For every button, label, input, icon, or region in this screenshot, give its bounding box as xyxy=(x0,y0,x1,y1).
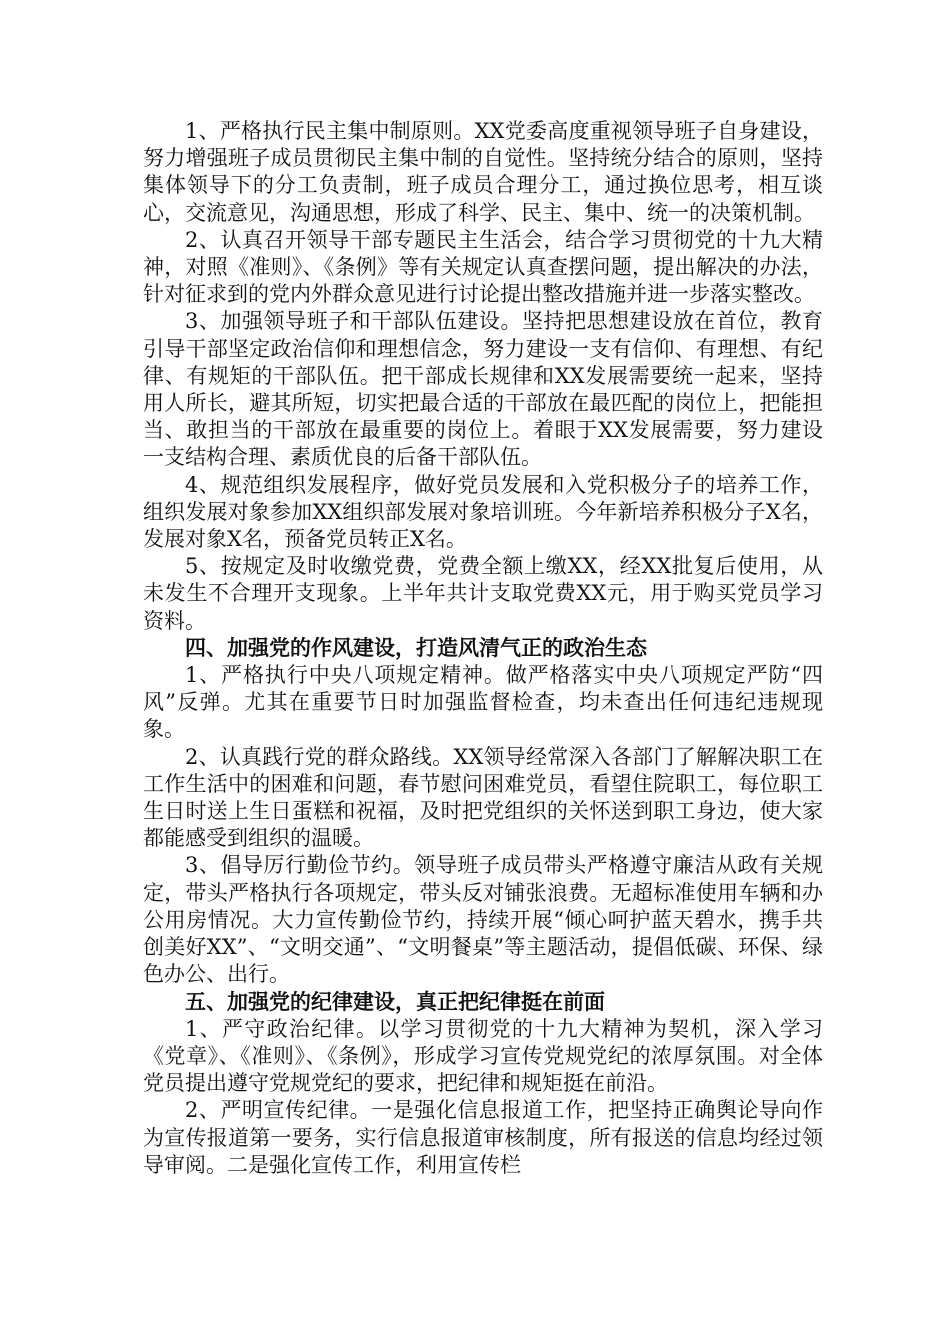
document-body xyxy=(143,118,823,1179)
paragraph-democratic-centralism: 1、严格执行民主集中制原则。XX党委高度重视领导班子自身建设，努力增强班子成员贯彻民主集中制的自觉性。坚持统分结合的原则，坚持集体领导下的分工负责制，班子成员合理分工，通过换位思考，相互谈心，交流意见，沟通思想，形成了科学、民主、集中、统一的决策机制。 xyxy=(143,119,823,225)
paragraph-leadership-team-building: 3、加强领导班子和干部队伍建设。坚持把思想建设放在首位，教育引导干部坚定政治信仰和理想信念，努力建设一支有信仰、有理想、有纪律、有规矩的干部队伍。把干部成长规律和XX发展需要统一起来，坚持用人所长，避其所短，切实把最合适的干部放在最匹配的岗位上，把能担当、敢担当的干部放在最重要的岗位上。着眼于XX发展需要，努力建设一支结构合理、素质优良的后备干部队伍。 xyxy=(143,309,823,470)
section-heading-discipline: 五、加强党的纪律建设，真正把纪律挺在前面 xyxy=(185,989,605,1014)
paragraph-democratic-life-meeting: 2、认真召开领导干部专题民主生活会，结合学习贯彻党的十九大精神，对照《准则》、《条例》等有关规定认真查摆问题，提出解决的办法，针对征求到的党内外群众意见进行讨论提出整改措施并进一步落实整改。 xyxy=(143,227,823,307)
paragraph-eight-point-regulations: 1、严格执行中央八项规定精神。做严格落实中央八项规定严防“四风”反弹。尤其在重要节日时加强监督检查，均未查出任何违纪违规现象。 xyxy=(143,663,823,742)
paragraph-political-discipline: 1、严守政治纪律。以学习贯彻党的十九大精神为契机，深入学习《党章》、《准则》、《条例》，形成学习宣传党规党纪的浓厚氛围。对全体党员提出遵守党规党纪的要求，把纪律和规矩挺在前沿。 xyxy=(143,1016,823,1096)
section-heading-work-style: 四、加强党的作风建设，打造风清气正的政治生态 xyxy=(185,635,647,660)
paragraph-mass-line: 2、认真践行党的群众路线。XX领导经常深入各部门了解解决职工在工作生活中的困难和问题，春节慰问困难党员，看望住院职工，每位职工生日时送上生日蛋糕和祝福，及时把党组织的关怀送到职工身边，使大家都能感受到组织的温暖。 xyxy=(143,744,823,851)
paragraph-organization-development: 4、规范组织发展程序，做好党员发展和入党积极分子的培养工作，组织发展对象参加XX组织部发展对象培训班。今年新培养积极分子X名，发展对象X名，预备党员转正X名。 xyxy=(143,472,823,552)
paragraph-party-dues: 5、按规定及时收缴党费，党费全额上缴XX，经XX批复后使用，从未发生不合理开支现象。上半年共计支取党费XX元，用于购买党员学习资料。 xyxy=(143,554,823,633)
paragraph-publicity-discipline: 2、严明宣传纪律。一是强化信息报道工作，把坚持正确舆论导向作为宣传报道第一要务，实行信息报道审核制度，所有报送的信息均经过领导审阅。二是强化宣传工作，利用宣传栏 xyxy=(143,1098,823,1177)
paragraph-frugality: 3、倡导厉行勤俭节约。领导班子成员带头严格遵守廉洁从政有关规定，带头严格执行各项规定，带头反对铺张浪费。无超标准使用车辆和办公用房情况。大力宣传勤俭节约，持续开展“倾心呵护蓝天碧水，携手共创美好XX”、“文明交通”、“文明餐桌”等主题活动，提倡低碳、环保、绿色办公、出行。 xyxy=(143,853,823,987)
